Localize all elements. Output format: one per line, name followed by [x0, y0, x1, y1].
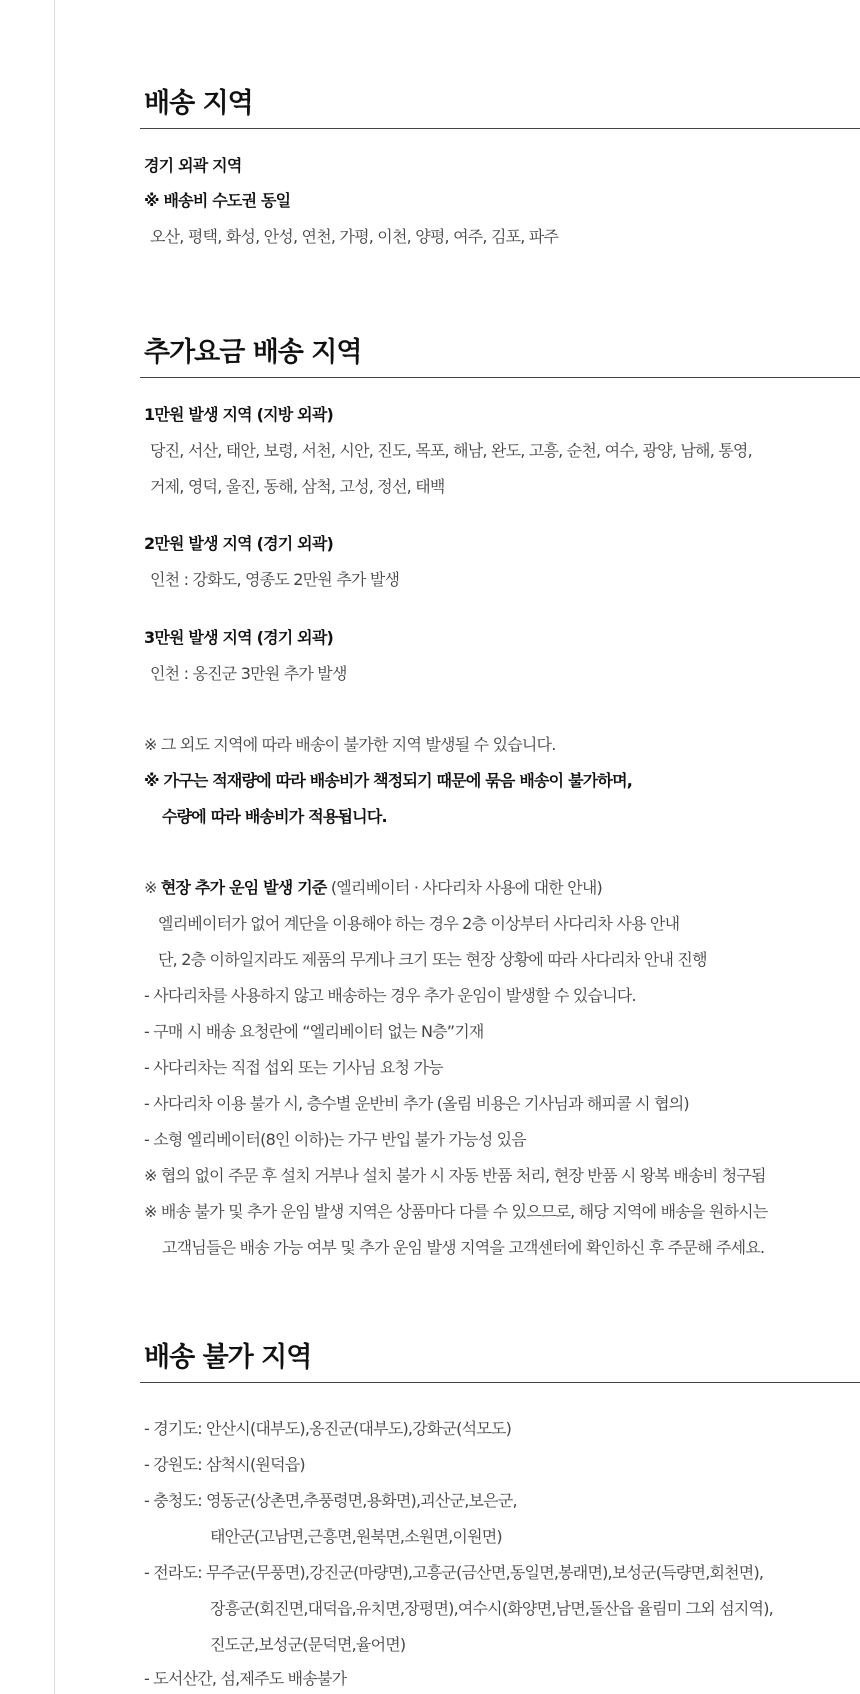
jeolla-row — [144, 1562, 763, 1584]
bundle-notice-text: 가구는 적재량에 따라 배송비가 책정되기 때문에 묶음 배송이 불가하며, — [163, 771, 632, 790]
tier2-heading: 2만원 발생 지역 (경기 외곽) — [144, 534, 333, 553]
onsite-fee-title: 현장 추가 운임 발생 기준 — [160, 878, 327, 897]
section-divider — [140, 1382, 860, 1383]
tier2-areas: 인천 : 강화도, 영종도 2만원 추가 발생 — [150, 570, 400, 589]
notice-mark: ※ — [144, 878, 161, 897]
outer-region-note: ※ 배송비 수도권 동일 — [144, 191, 291, 210]
no-delivery-title: 배송 불가 지역 — [144, 1342, 312, 1373]
jeolla-areas-line2: 장흥군(회진면,대덕읍,유치면,장평면),여수시(화양면,남면,돌산읍 율림미 그외 섬지역), — [210, 1599, 773, 1618]
gyeonggi-label: - 경기도: — [144, 1419, 202, 1438]
jeolla-label: - 전라도: — [144, 1563, 202, 1582]
gangwon-label: - 강원도: — [144, 1455, 202, 1474]
contact-notice-line2: 고객님들은 배송 가능 여부 및 추가 운임 발생 지역을 고객센터에 확인하신 후 주문해 주세요. — [162, 1238, 765, 1257]
outer-region-areas: 오산, 평택, 화성, 안성, 연천, 가평, 이천, 양평, 여주, 김포, 파주 — [150, 227, 559, 246]
gyeonggi-row — [144, 1418, 511, 1440]
section-divider — [140, 377, 860, 378]
outer-region-heading: 경기 외곽 지역 — [144, 156, 242, 175]
chungcheong-row — [144, 1490, 517, 1512]
tier1-areas-line2: 거제, 영덕, 울진, 동해, 삼척, 고성, 정선, 태백 — [150, 477, 445, 496]
list-item: - 사다리차는 직접 섭외 또는 기사님 요청 가능 — [144, 1058, 443, 1077]
chungcheong-label: - 충청도: — [144, 1491, 202, 1510]
list-item: - 사다리차 이용 불가 시, 층수별 운반비 추가 (올림 비용은 기사님과 해피콜 시 협의) — [144, 1094, 689, 1113]
chungcheong-areas-line2: 태안군(고남면,근흥면,원북면,소원면,이원면) — [210, 1527, 502, 1546]
gyeonggi-areas: 안산시(대부도),옹진군(대부도),강화군(석모도) — [206, 1419, 512, 1438]
tier1-areas-line1: 당진, 서산, 태안, 보령, 서천, 시안, 진도, 목포, 해남, 완도, 고흥, 순천, 여수, 광양, 남해, 통영, — [150, 441, 752, 460]
left-border-line — [54, 0, 55, 1694]
islands-row: - 도서산간, 섬,제주도 배송불가 — [144, 1669, 347, 1688]
chungcheong-areas-line1: 영동군(상촌면,추풍령면,용화면),괴산군,보은군, — [206, 1491, 517, 1510]
tier1-heading: 1만원 발생 지역 (지방 외곽) — [144, 405, 333, 424]
extra-charge-title: 추가요금 배송 지역 — [144, 337, 362, 368]
return-policy-note: ※ 협의 없이 주문 후 설치 거부나 설치 불가 시 자동 반품 처리, 현장 반품 시 왕복 배송비 청구됨 — [144, 1166, 766, 1185]
gangwon-row — [144, 1454, 305, 1476]
list-item: - 구매 시 배송 요청란에 “엘리베이터 없는 N층”기재 — [144, 1022, 484, 1041]
other-region-notice: ※ 그 외도 지역에 따라 배송이 불가한 지역 발생될 수 있습니다. — [144, 735, 556, 754]
bundle-notice-line1 — [144, 770, 632, 792]
jeolla-areas-line1: 무주군(무풍면),강진군(마량면),고흥군(금산면,동일면,봉래면),보성군(득량면,회천면), — [206, 1563, 764, 1582]
shipping-region-title: 배송 지역 — [144, 88, 253, 119]
tier3-heading: 3만원 발생 지역 (경기 외곽) — [144, 628, 333, 647]
list-item: - 사다리차를 사용하지 않고 배송하는 경우 추가 운임이 발생할 수 있습니다. — [144, 986, 636, 1005]
tier3-areas: 인천 : 옹진군 3만원 추가 발생 — [150, 664, 347, 683]
list-item: - 소형 엘리베이터(8인 이하)는 가구 반입 불가 가능성 있음 — [144, 1130, 526, 1149]
contact-notice-line1: ※ 배송 불가 및 추가 운임 발생 지역은 상품마다 다를 수 있으므로, 해당 지역에 배송을 원하시는 — [144, 1202, 768, 1221]
onsite-fee-heading — [144, 877, 602, 899]
onsite-fee-line1: 엘리베이터가 없어 계단을 이용해야 하는 경우 2층 이상부터 사다리차 사용 안내 — [158, 914, 680, 933]
bundle-notice-line2: 수량에 따라 배송비가 적용됩니다. — [162, 807, 387, 826]
jeolla-areas-line3: 진도군,보성군(문덕면,율어면) — [210, 1635, 406, 1654]
gangwon-areas: 삼척시(원덕읍) — [206, 1455, 305, 1474]
notice-mark: ※ — [144, 771, 164, 790]
onsite-fee-subtitle: (엘리베이터 · 사다리차 사용에 대한 안내) — [326, 878, 602, 897]
onsite-fee-line2: 단, 2층 이하일지라도 제품의 무게나 크기 또는 현장 상황에 따라 사다리차 안내 진행 — [158, 950, 707, 969]
section-divider — [140, 128, 860, 129]
